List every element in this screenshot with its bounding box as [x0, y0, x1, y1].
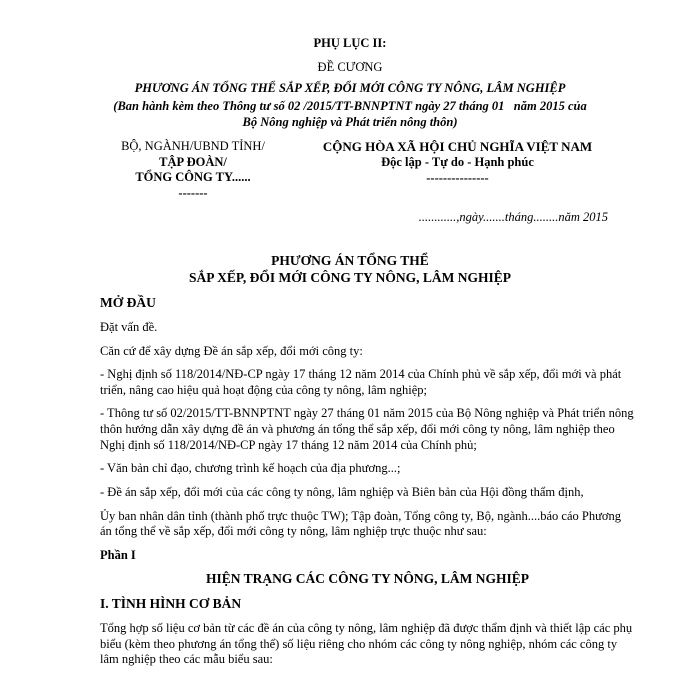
title-line2: SẮP XẾP, ĐỔI MỚI CÔNG TY NÔNG, LÂM NGHIỆP: [188, 269, 512, 285]
section-heading: I. TÌNH HÌNH CƠ BẢN: [100, 596, 242, 612]
authority-line2: TẬP ĐOÀN/: [159, 154, 227, 169]
authority-line1: BỘ, NGÀNH/UBND TỈNH/: [121, 139, 265, 153]
date-line: ............,ngày.......tháng........năm 2015: [418, 210, 608, 224]
national-motto: [300, 139, 615, 187]
appendix-label: PHỤ LỤC II:: [313, 36, 387, 50]
title-line1: PHƯƠNG ÁN TỔNG THỂ: [271, 253, 429, 268]
outline-label: ĐỀ CƯƠNG: [317, 60, 383, 74]
paragraph: - Đề án sắp xếp, đổi mới của các công ty nông, lâm nghiệp và Biên bản của Hội đồng thẩm định,: [100, 484, 584, 499]
paragraph: Tổng hợp số liệu cơ bản từ các đề án của công ty nông, lâm nghiệp đã được thẩm định và thiết lập các phụ biểu (kèm theo phương án tổng thể) số liệu riêng cho nhóm các công ty nông nghiệp, nhóm các công ty lâm nghiệp theo các mẫu biểu sau:: [100, 621, 633, 667]
authority-line3: TỔNG CÔNG TY......: [135, 170, 251, 185]
issued-note: [95, 99, 605, 130]
paragraph: Đặt vấn đề.: [100, 319, 158, 334]
issued-note-line1: (Ban hành kèm theo Thông tư số 02 /2015/TT-BNNPTNT ngày 27 tháng 01 năm 2015 của: [113, 99, 587, 113]
document-title: [0, 253, 700, 287]
motto-divider: ---------------: [426, 170, 489, 185]
paragraph: Căn cứ để xây dựng Đề án sắp xếp, đổi mới công ty:: [100, 343, 363, 358]
paragraph: Ủy ban nhân dân tỉnh (thành phố trực thuộc TW); Tập đoàn, Tổng công ty, Bộ, ngành....báo cáo Phương án tổng thể về sắp xếp, đổi mới công ty nông, lâm nghiệp trực thuộc như sau:: [100, 508, 621, 539]
country-name: CỘNG HÒA XÃ HỘI CHỦ NGHĨA VIỆT NAM: [322, 139, 593, 154]
paragraph: - Văn bản chỉ đạo, chương trình kế hoạch của địa phương...;: [100, 461, 401, 476]
document-body: [100, 295, 635, 676]
paragraph: - Nghị định số 118/2014/NĐ-CP ngày 17 tháng 12 năm 2014 của Chính phủ về sắp xếp, đổi mới và phát triển, nâng cao hiệu quả hoạt động của công ty nông, lâm nghiệp;: [100, 367, 622, 397]
issuing-authority: [98, 139, 288, 202]
authority-divider: -------: [178, 185, 208, 200]
paragraph: - Thông tư số 02/2015/TT-BNNPTNT ngày 27 tháng 01 năm 2015 của Bộ Nông nghiệp và Phát triển nông thôn hướng dẫn xây dựng đề án và phương án tổng thể sắp xếp, đổi mới công ty nông, lâm nghiệp theo Nghị định số 118/2014/NĐ-CP ngày 17 tháng 12 năm 2014 của Chính phủ;: [100, 406, 634, 452]
part-label: Phần I: [100, 547, 136, 562]
plan-heading: PHƯƠNG ÁN TỔNG THỂ SẮP XẾP, ĐỔI MỚI CÔNG TY NÔNG, LÂM NGHIỆP: [134, 81, 566, 95]
motto: Độc lập - Tự do - Hạnh phúc: [381, 155, 534, 170]
intro-heading: MỞ ĐẦU: [100, 295, 156, 310]
part-title: HIỆN TRẠNG CÁC CÔNG TY NÔNG, LÂM NGHIỆP: [205, 571, 530, 587]
issued-note-line2: Bộ Nông nghiệp và Phát triển nông thôn): [242, 114, 458, 129]
